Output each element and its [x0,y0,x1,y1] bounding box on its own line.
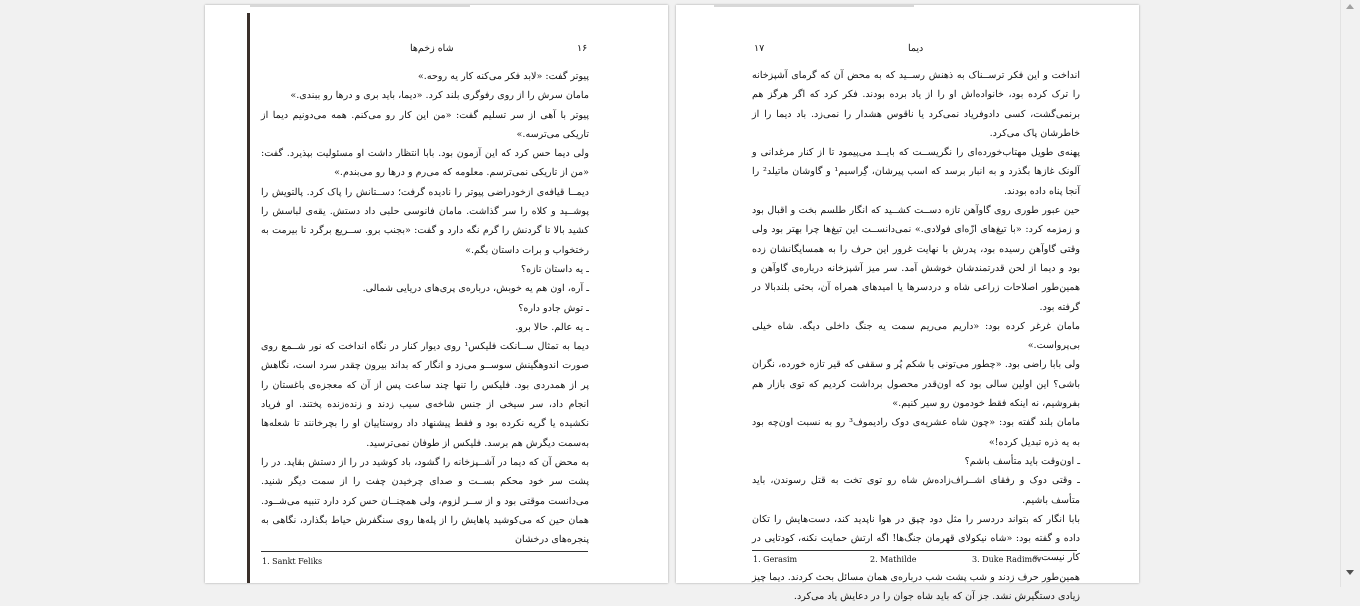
scroll-up-arrow-icon[interactable] [1346,4,1354,9]
page-number: ۱۶ [577,43,588,54]
vertical-scrollbar[interactable] [1340,0,1360,587]
paragraph: پیوتر گفت: «لابد فکر می‌کنه کار یه روحه.» [417,71,589,82]
paragraph: بابا انگار که بتواند دردسر را مثل دود چپق در هوا ناپدید کند، دست‌هایش را تکان داده و گفته بود: «شاه نیکولای قهرمان جنگ‌ها! اگه ارتش حمایت نکنه، کودتایی در کار نیست.» [752,513,1080,564]
paragraph: ـ یه عالم. حالا برو. [515,321,589,333]
page-17 [676,5,1139,603]
paragraph: ـ وقتی دوک و رفقای اشــراف‌زاده‌ش شاه رو توی تخت به قتل رسوندن، باید متأسف باشیم. [752,475,1080,506]
paragraph: پیوتر با آهی از سر تسلیم گفت: «من این کار رو می‌کنم. همه می‌دونیم دیما از تاریکی می‌ترسه.» [261,109,589,140]
footnote-rule [261,551,588,552]
paragraph: انداخت و این فکر ترســناک به ذهنش رســید که به محض آن که گرمای آشپزخانه را ترک کرده بود، خانواده‌اش او را از یاد برده بودند. فکر کرد که اگر هرگز هم برنمی‌گشت، کسی دادوفریاد نمی‌کرد یا ناقوس هشدار را نمی‌زد. باد دیما را از خاطرشان پاک می‌کرد. [752,70,1080,139]
paragraph: به محض آن که دیما در آشــپزخانه را گشود، باد کوشید در را از دستش بقاپد. در را پشت سر خود محکم بســت و صدای چرخیدن چفت را از سمت دیگر شنید. می‌دانست موقتی بود و از ســر لزوم، ولی همچنــان حس کرد دارد تنبیه می‌شــود. همان حین که می‌کوشید پاهایش را از پله‌ها روی سنگفرش حیاط بگذارد، نگاهی به پنجره‌های درخشان [261,456,589,546]
footnote: 2. Mathilde [870,555,917,564]
running-title: شاه زخم‌ها [410,43,454,54]
page-body [261,67,589,549]
paragraph: ـ اون‌وقت باید متأسف باشم؟ [964,455,1080,467]
paragraph: ـ یه داستان تازه؟ [521,263,589,275]
scan-edge [250,5,470,7]
paragraph: پهنه‌ی طویل مهتاب‌خورده‌ای را نگریســت که بایــد می‌پیمود تا از کنار مرغدانی و آلونک غازها بگذرد و به انبار برسد که اسب پیرشان، گِراسیم¹ و گاوشان ماتیلد² را آنجا پناه داده بودند. [752,147,1080,197]
paragraph: ولی دیما حس کرد که این آزمون بود. بابا انتظار داشت او مسئولیت بپذیرد. گفت: «من از تاریکی نمی‌ترسم. معلومه که می‌رم و درها رو می‌بندم.» [261,148,589,179]
scroll-down-arrow-icon[interactable] [1346,570,1354,575]
paragraph: دیما به تمثال ســانکت فلیکس¹ روی دیوار کنار در نگاه انداخت که نور شــمع روی صورت اندوهگینش سوســو می‌زد و انگار که بداند بیرون چقدر سرد است، نگاهش پر از همدردی بود. فلیکس را تنها چند ساعت پس از آن که معجزه‌ی باغستان را انجام داد، سر سیخی از جنس شاخه‌ی سیب زدند و زنده‌زنده پختند. او فریاد نکشیده یا گریه نکرده بود و فقط پیشنهاد داد روستاییان او را بچرخانند تا شعله‌ها به‌سمت دیگرش هم برسد. فلیکس از طوفان نمی‌ترسید. [261,341,589,449]
footnote: 1. Sankt Feliks [262,557,323,566]
footnote: 1. Gerasim [753,555,798,564]
footnote: 3. Duke Radimov [972,555,1042,564]
paragraph: همین‌طور حرف زدند و شب پشت شب درباره‌ی همان مسائل بحث کردند. دیما چیز زیادی دستگیرش نشد. جز آن که باید شاه جوان را در دعایش یاد می‌کرد. [752,571,1080,603]
paragraph: مامان بلند گفته بود: «چون شاه عشریه‌ی دوک رادیموف³ رو به نسبت اون‌چه بود به یه ذره تبدیل کرده!» [752,417,1080,448]
paragraph: حین عبور طوری روی گاوآهن تازه دســت کشــید که انگار طلسم بخت و اقبال بود و زمزمه کرد: «با تیغ‌های ازّه‌ای فولادی.» نمی‌دانســت این تیغ‌ها چرا بهتر بود ولی وقتی گاوآهن رسیده بود، پدرش با نهایت غرور این حرف را به همسایگانشان زده بود و دیما از لحن قدرتمندشان خوشش آمد. سر میز آشپزخانه درباره‌ی گاوآهن و همین‌طور اصلاحات زراعی شاه و دردسرها یا امیدهای همراه آن، بحثی بلندبالا در گرفته بود. [752,205,1080,313]
paragraph: ولی بابا راضی بود. «چطور می‌تونی با شکم پُر و سقفی که قیر تازه خورده، نگران باشی؟ این اولین سالی بود که اون‌قدر محصول برداشت کردیم که توی بازار هم بفروشیم، نه اینکه فقط خودمون رو سیر کنیم.» [752,359,1080,410]
paragraph: ـ آره، اون هم یه خوبش، درباره‌ی پری‌های دریایی شمالی. [362,283,589,295]
paragraph: مامان غرغر کرده بود: «داریم می‌ریم سمت یه جنگ داخلی دیگه. شاه خیلی بی‌پرواست.» [752,320,1080,352]
paragraph: دیمــا قیافه‌ی ازخودراضی پیوتر را نادیده گرفت؛ دســتانش را پاک کرد. پالتویش را پوشــید و کلاه را سر گذاشت. مامان فانوسی حلبی داد دستش. یقه‌ی لباسش را کشید بالا تا گردنش را گرم نگه دارد و گفت: «بجنب برو. ســریع برگرد تا بیرمت به رختخواب و برات داستان بگم.» [261,186,589,256]
footnote-rule [752,550,1077,551]
page-16 [205,5,668,583]
paragraph: مامان سرش را از روی رفوگری بلند کرد. «دیما، باید بری و درها رو ببندی.» [290,90,589,102]
running-title: دیما [908,43,924,54]
scan-edge [714,5,914,7]
paragraph: ـ توش جادو داره؟ [518,302,589,314]
book-spine-shadow [247,13,250,583]
page-number: ۱۷ [754,43,765,54]
page-body [752,66,1080,606]
